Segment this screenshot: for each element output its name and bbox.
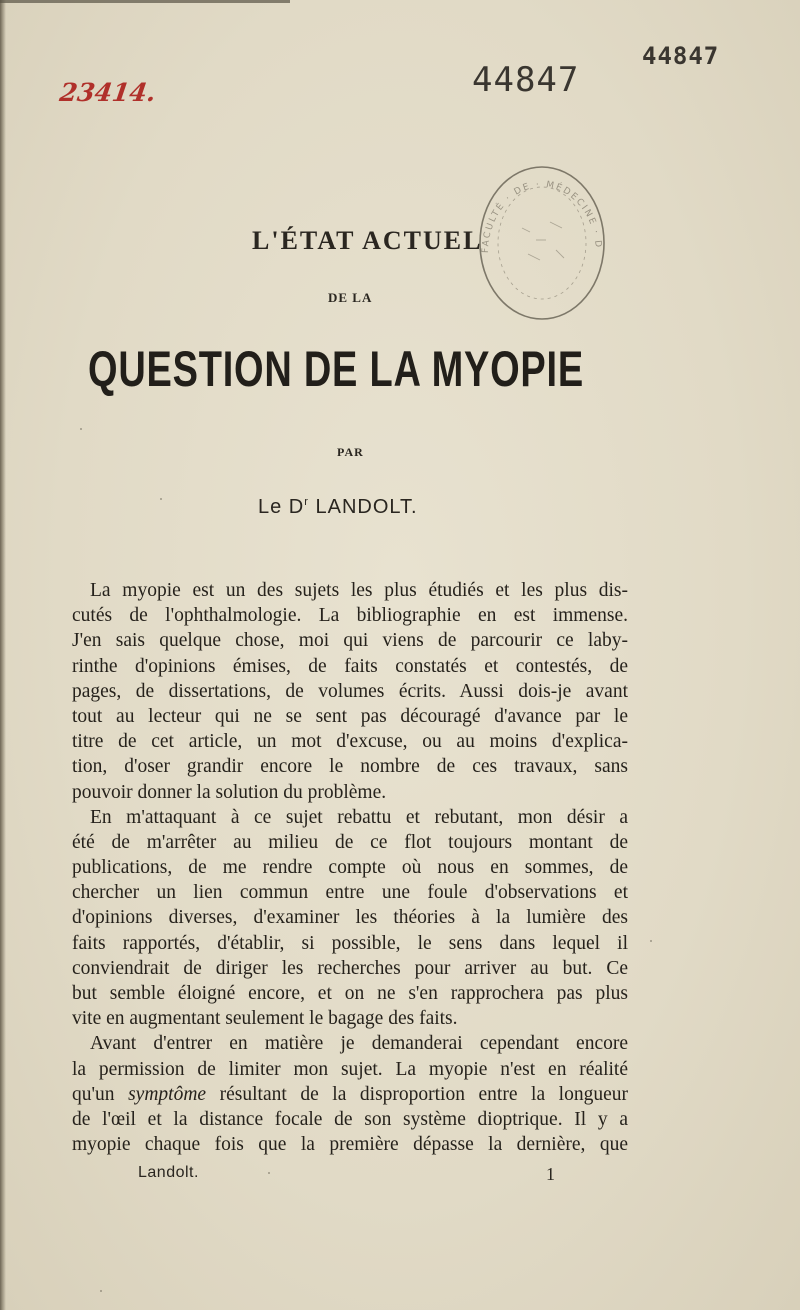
body-line: la permission de limiter mon sujet. La myopie n'est en réalité — [72, 1058, 628, 1080]
body-line: La myopie est un des sujets les plus étudiés et les plus dis- — [90, 580, 628, 601]
page-top-edge — [0, 0, 290, 3]
body-line: En m'attaquant à ce sujet rebattu et rebutant, mon désir a — [90, 806, 628, 828]
body-line: myopie chaque fois que la première dépasse la dernière, que — [72, 1134, 628, 1156]
main-title: QUESTION DE LA MYOPIE — [88, 341, 584, 397]
author-name — [258, 496, 418, 519]
author-prefix: Le D — [258, 496, 305, 518]
seal-icon — [470, 158, 615, 328]
body-line: tout au lecteur qui ne se sent pas découragé d'avance par le — [72, 705, 628, 727]
author-surname: LANDOLT. — [308, 496, 418, 518]
stamped-inventory-number: 44847 — [472, 60, 580, 100]
page-binding-edge — [0, 0, 6, 1310]
title-line-1: L'ÉTAT ACTUEL — [252, 226, 483, 255]
body-line: conviendrait de diriger les recherches pour arriver au but. Ce — [72, 957, 628, 979]
body-line: but semble éloigné encore, et on ne s'en rapprochera pas plus — [72, 983, 628, 1004]
emphasized-term: symptôme — [128, 1083, 207, 1105]
body-line: faits rapportés, d'établir, si possible, le sens dans lequel il — [72, 932, 628, 954]
body-line: été de m'arrêter au milieu de ce flot toujours montant de — [72, 831, 628, 853]
body-line: tion, d'oser grandir encore le nombre de ces travaux, sans — [72, 756, 628, 778]
body-line: d'opinions diverses, d'examiner les théories à la lumière des — [72, 907, 628, 929]
library-seal-stamp — [470, 158, 615, 328]
byline-par: PAR — [337, 445, 364, 459]
paper-speck — [268, 1172, 270, 1174]
paper-speck — [160, 498, 162, 500]
author-title-sup: r — [304, 496, 309, 508]
body-text — [72, 578, 628, 1157]
paper-speck — [650, 940, 652, 942]
body-line: de l'œil et la distance focale de son système dioptrique. Il y a — [72, 1108, 628, 1130]
body-line-segment: qu'un — [72, 1083, 129, 1105]
body-line: titre de cet article, un mot d'excuse, ou au moins d'explica- — [72, 731, 628, 753]
paper-speck — [80, 428, 82, 430]
body-line: rinthe d'opinions émises, de faits constatés et contestés, de — [72, 655, 628, 677]
body-line: chercher un lien commun entre une foule d'observations et — [72, 882, 628, 904]
paper-speck — [100, 1290, 102, 1292]
footer-signature: Landolt. — [138, 1164, 199, 1181]
body-line-segment: résultant de la disproportion entre la longueur — [206, 1083, 628, 1105]
body-line: publications, de me rendre compte où nous en sommes, de — [72, 857, 628, 879]
body-line: pouvoir donner la solution du problème. — [72, 781, 387, 803]
body-line: Avant d'entrer en matière je demanderai cependant encore — [90, 1033, 628, 1055]
handwritten-catalog-number: 23414. — [57, 78, 158, 107]
svg-text:FACULTÉ · DE · MÉDECINE · DE ·: FACULTÉ · DE · MÉDECINE · D — [480, 179, 604, 254]
body-line — [72, 1082, 628, 1107]
body-line: pages, de dissertations, de volumes écrits. Aussi dois-je avant — [72, 680, 628, 702]
body-line: J'en sais quelque chose, moi qui viens de parcourir ce laby- — [72, 630, 628, 652]
stamped-corner-number: 44847 — [642, 42, 720, 70]
footer-signature-number: 1 — [546, 1164, 555, 1184]
title-connector: DE LA — [328, 290, 373, 305]
body-line: cutés de l'ophthalmologie. La bibliographie en est immense. — [72, 605, 628, 627]
body-line: vite en augmentant seulement le bagage des faits. — [72, 1008, 458, 1030]
